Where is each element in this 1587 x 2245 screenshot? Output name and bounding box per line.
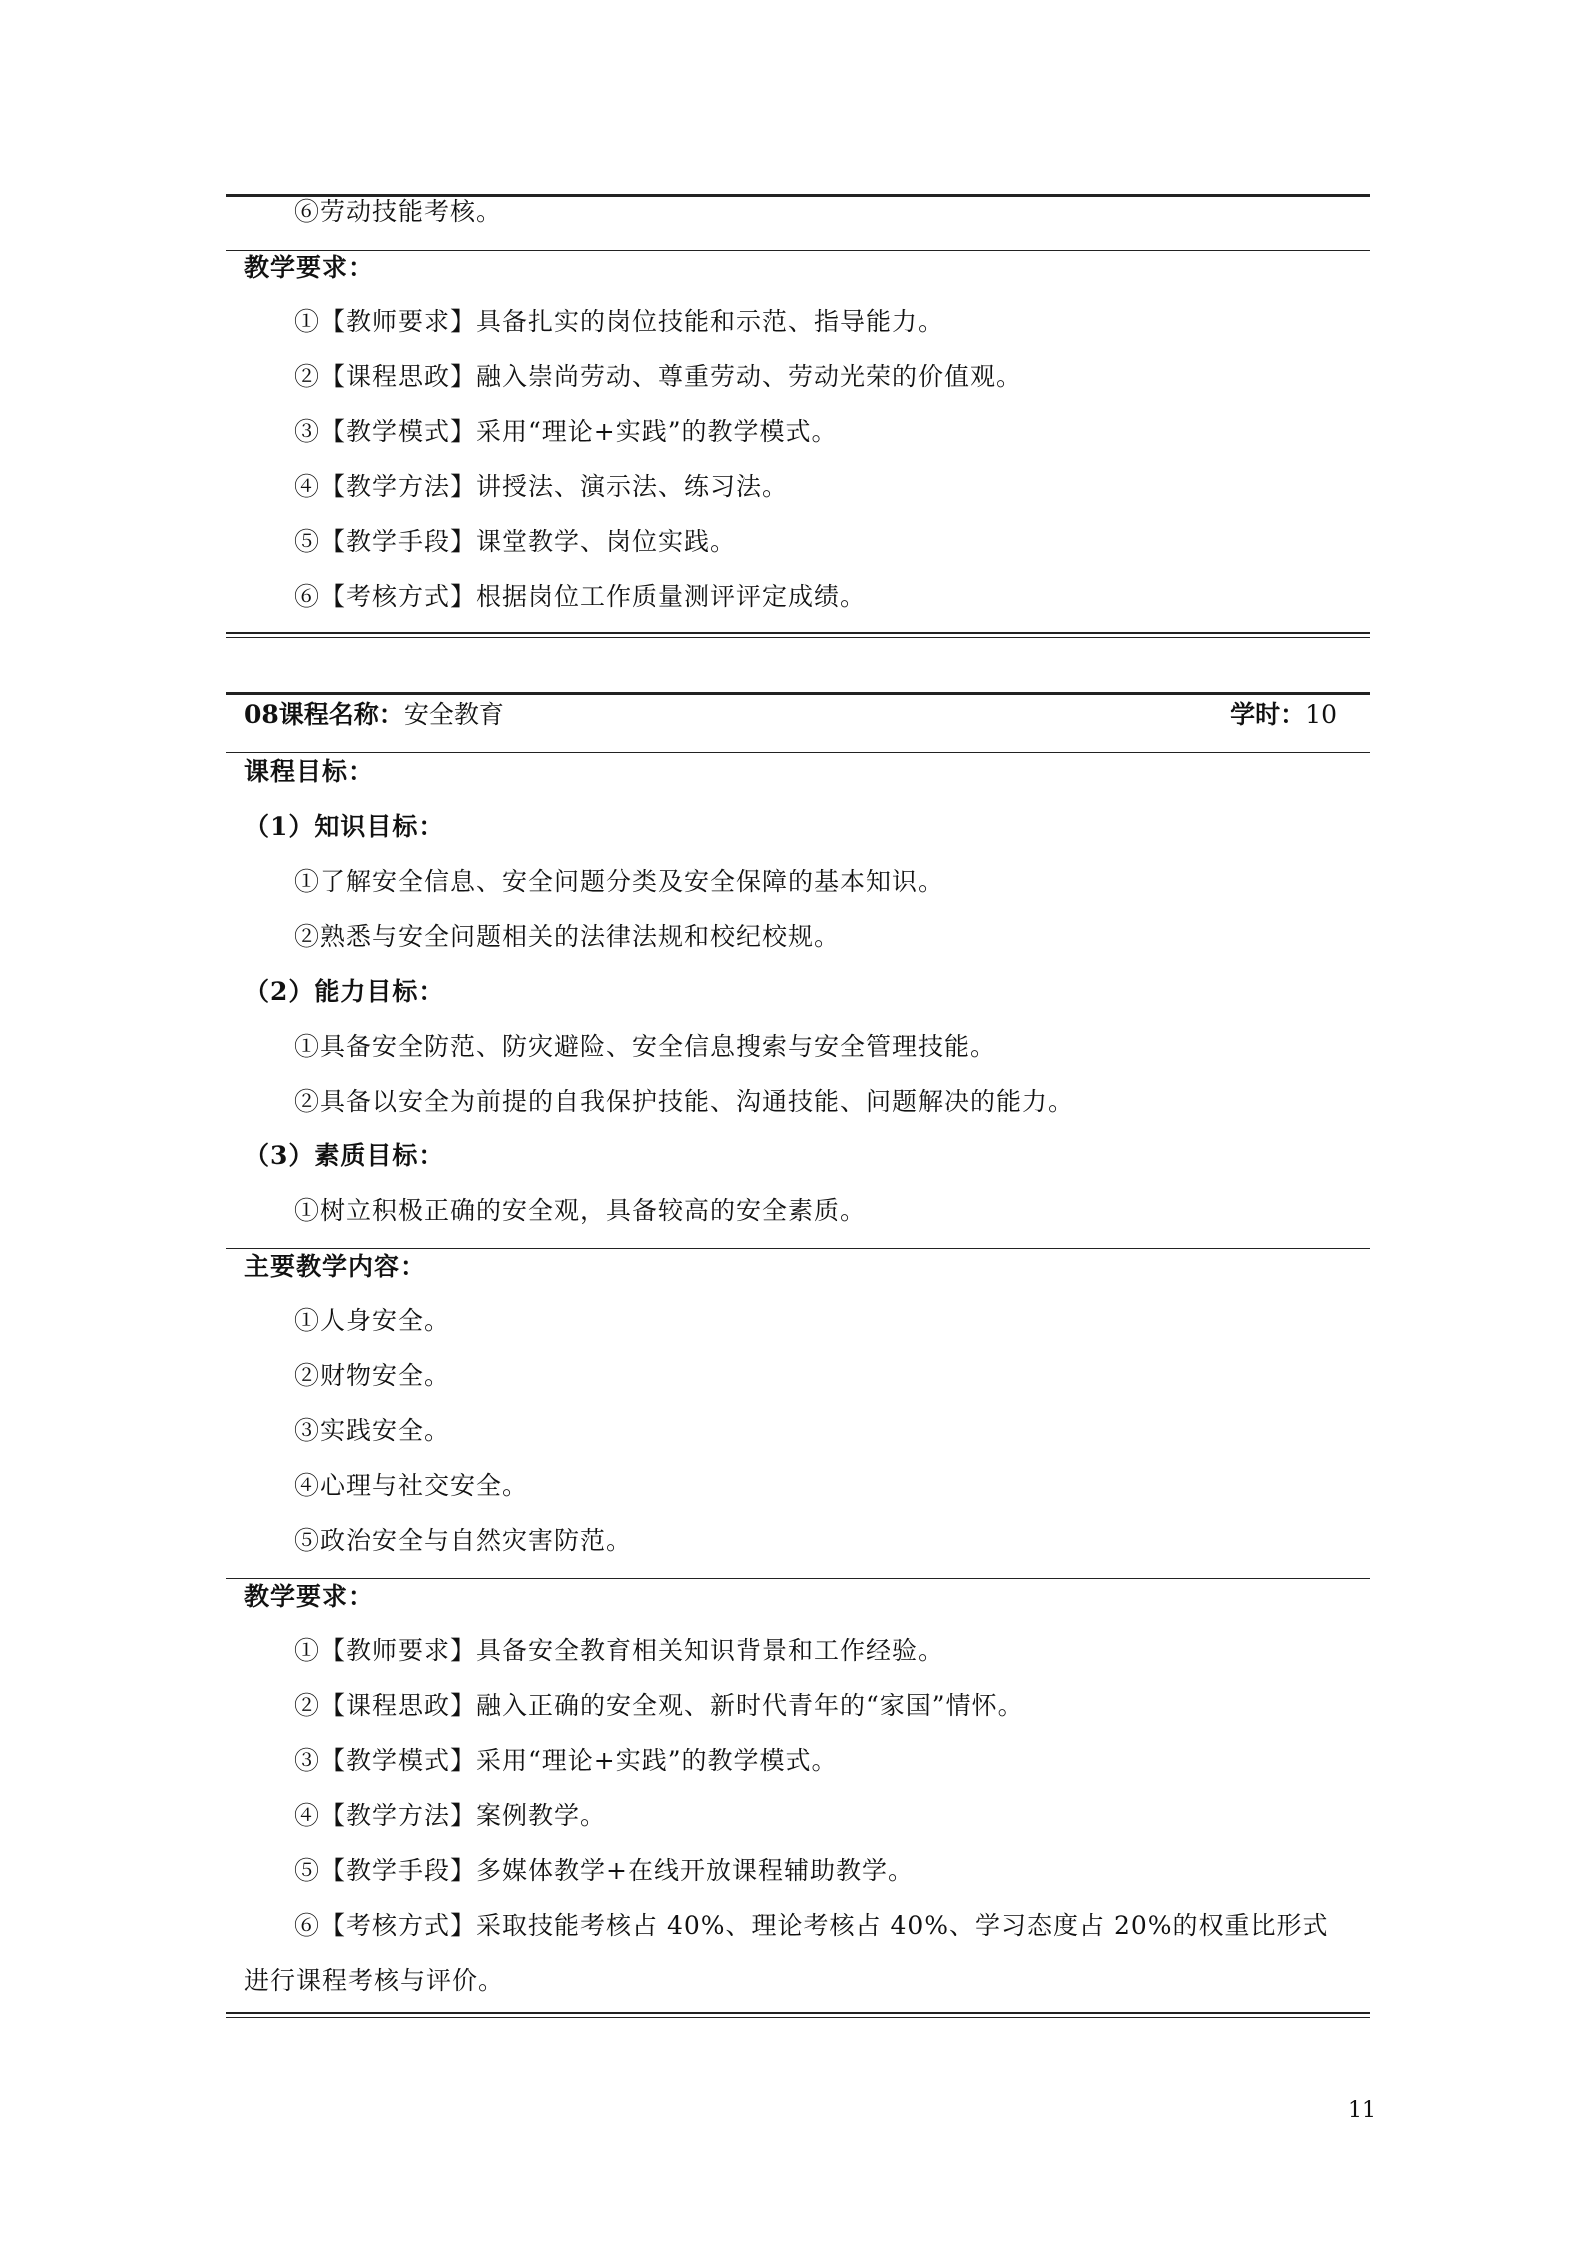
list-item: ②【课程思政】融入正确的安全观、新时代青年的“家国”情怀。 [294,1691,1024,1720]
hours-value: 10 [1305,700,1337,729]
list-item: ①人身安全。 [294,1306,451,1335]
section-heading: 教学要求： [244,253,375,282]
table-top-rule [226,692,1370,695]
list-item: ⑥【考核方式】采取技能考核占 40%、理论考核占 40%、学习态度占 20%的权重比形式 [294,1911,1329,1940]
subsection-heading: （2）能力目标： [244,977,445,1006]
table-bottom-rule [226,2012,1370,2018]
list-item: ③实践安全。 [294,1416,451,1445]
list-item-continuation: 进行课程考核与评价。 [244,1966,505,1995]
course-title [244,700,504,730]
list-item: ①树立积极正确的安全观，具备较高的安全素质。 [294,1196,867,1225]
list-item: ⑥【考核方式】根据岗位工作质量测评评定成绩。 [294,582,867,611]
list-item: ⑤【教学手段】多媒体教学+在线开放课程辅助教学。 [294,1856,914,1885]
list-item: ①【教师要求】具备扎实的岗位技能和示范、指导能力。 [294,307,945,336]
list-item: ①具备安全防范、防灾避险、安全信息搜索与安全管理技能。 [294,1032,997,1061]
list-item: ④【教学方法】案例教学。 [294,1801,607,1830]
course-name-label: 课程名称： [278,700,404,729]
list-item: ②【课程思政】融入崇尚劳动、尊重劳动、劳动光荣的价值观。 [294,362,1023,391]
list-item: ⑥劳动技能考核。 [294,197,503,226]
subsection-heading: （1）知识目标： [244,812,445,841]
list-item: ①了解安全信息、安全问题分类及安全保障的基本知识。 [294,867,945,896]
list-item: ①【教师要求】具备安全教育相关知识背景和工作经验。 [294,1636,945,1665]
table-bottom-rule [226,632,1370,638]
subsection-heading: （3）素质目标： [244,1141,445,1170]
course-hours [1230,700,1337,730]
list-item: ④心理与社交安全。 [294,1471,529,1500]
section-heading: 课程目标： [244,757,375,786]
list-item: ⑤【教学手段】课堂教学、岗位实践。 [294,527,737,556]
list-item: ②财物安全。 [294,1361,451,1390]
list-item: ②熟悉与安全问题相关的法律法规和校纪校规。 [294,922,841,951]
list-item: ③【教学模式】采用“理论+实践”的教学模式。 [294,417,838,446]
list-item: ④【教学方法】讲授法、演示法、练习法。 [294,472,789,501]
section-divider [226,752,1370,753]
section-divider [226,250,1370,251]
section-heading: 教学要求： [244,1582,375,1611]
hours-label: 学时： [1230,700,1306,729]
list-item: ⑤政治安全与自然灾害防范。 [294,1526,633,1555]
course-number: 08 [244,700,279,729]
section-divider [226,1248,1370,1249]
page-number: 11 [1348,2098,1376,2123]
section-divider [226,1578,1370,1579]
list-item: ③【教学模式】采用“理论+实践”的教学模式。 [294,1746,838,1775]
course-name: 安全教育 [403,700,504,729]
section-heading: 主要教学内容： [244,1252,427,1281]
list-item: ②具备以安全为前提的自我保护技能、沟通技能、问题解决的能力。 [294,1087,1075,1116]
